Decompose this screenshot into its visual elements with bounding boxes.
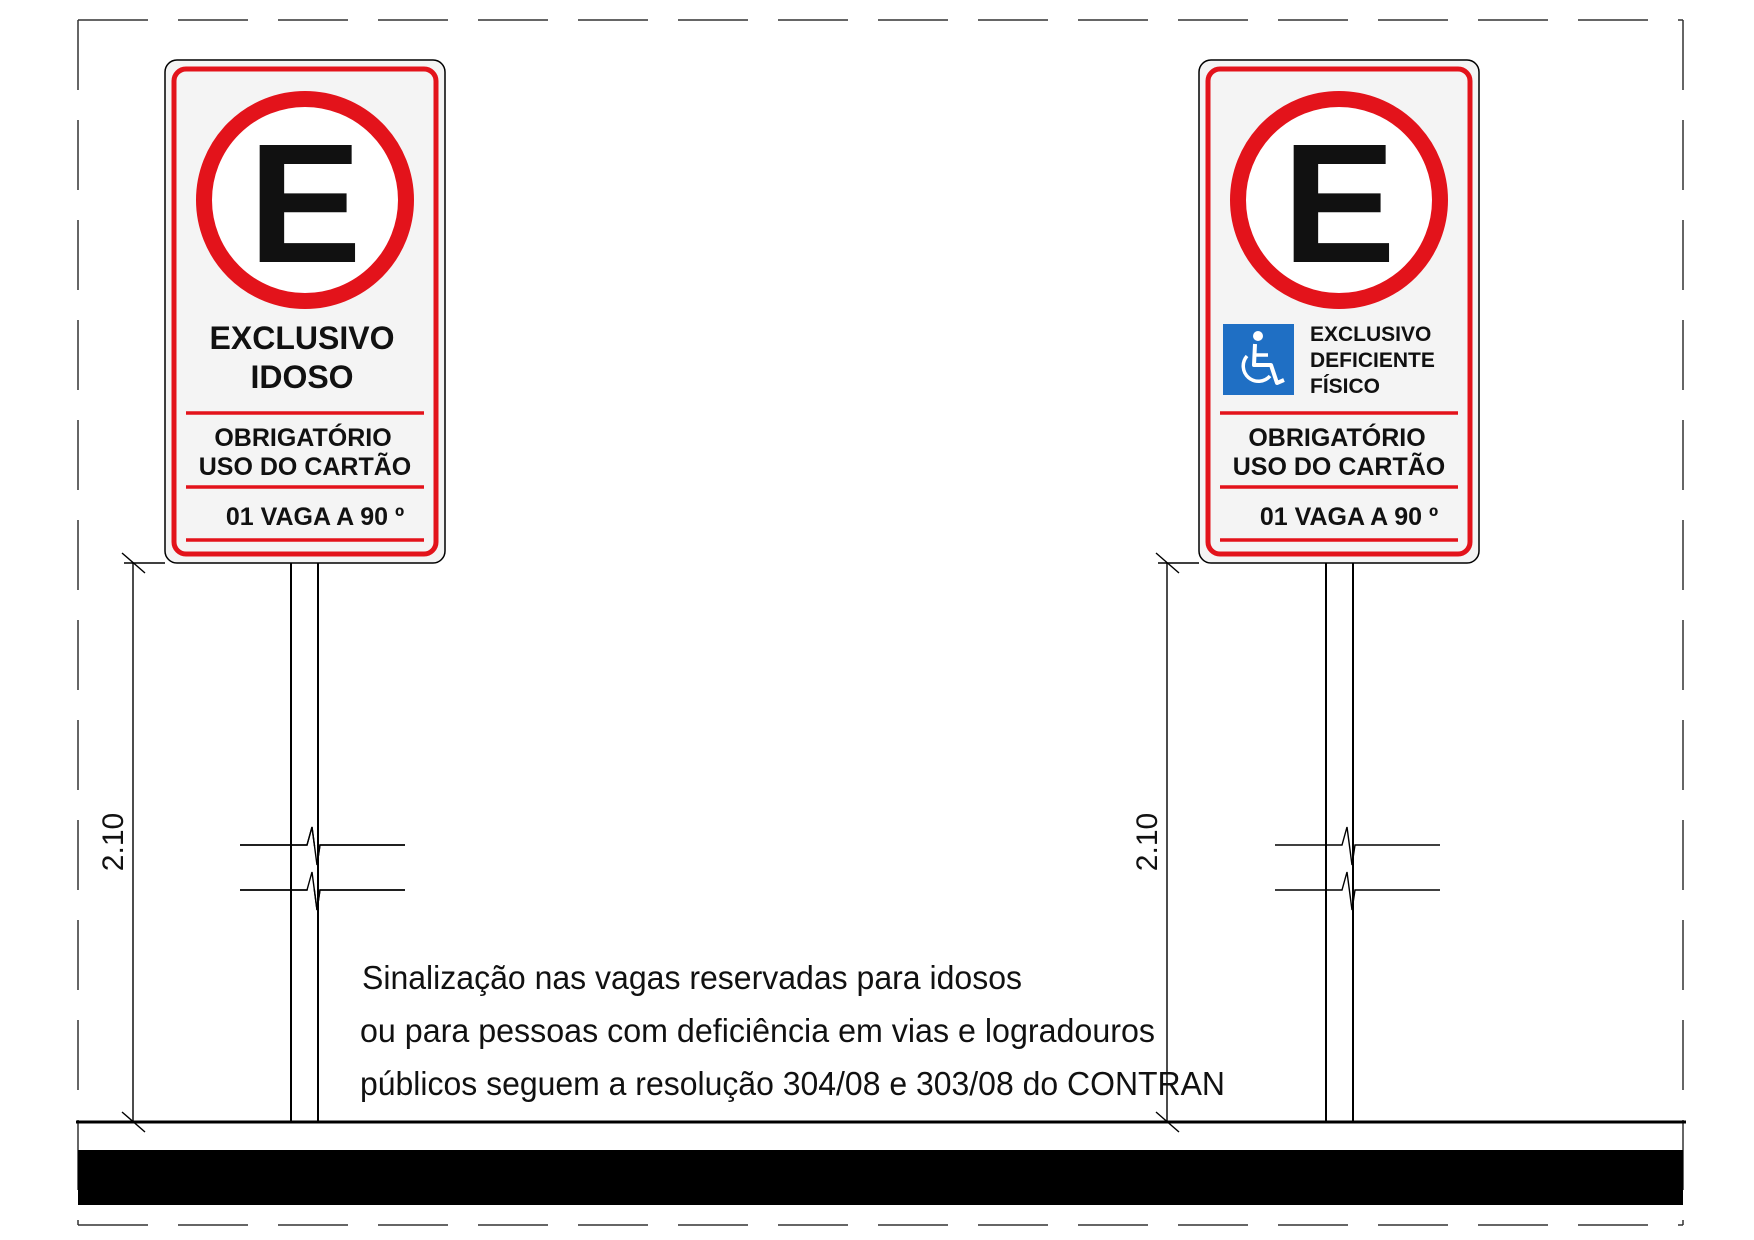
sign-title-line-1: EXCLUSIVO bbox=[209, 320, 395, 356]
note-line-2: ou para pessoas com deficiência em vias e logradouros bbox=[360, 1012, 1155, 1049]
sign-card-line-1: OBRIGATÓRIO bbox=[1248, 424, 1426, 452]
wheelchair-icon bbox=[1223, 324, 1294, 395]
height-dimension-label: 2.10 bbox=[97, 812, 130, 872]
sign-title-line-1: EXCLUSIVO bbox=[1310, 323, 1432, 346]
sign-deficiente bbox=[1131, 60, 1479, 1132]
height-dimension-label: 2.10 bbox=[1131, 812, 1164, 872]
sign-vaga-text: 01 VAGA A 90 º bbox=[225, 503, 405, 531]
sign-vaga-text: 01 VAGA A 90 º bbox=[1259, 503, 1439, 531]
regulation-note bbox=[360, 959, 1225, 1102]
post-break-symbol bbox=[240, 827, 405, 910]
sign-title-line-2: DEFICIENTE bbox=[1310, 349, 1435, 372]
parking-letter: E bbox=[1282, 109, 1396, 299]
parking-letter: E bbox=[248, 109, 362, 299]
sign-title-line-3: FÍSICO bbox=[1310, 375, 1381, 398]
pavement-band bbox=[78, 1150, 1683, 1205]
sign-card-line-2: USO DO CARTÃO bbox=[1232, 453, 1446, 481]
sign-card-line-1: OBRIGATÓRIO bbox=[214, 424, 392, 452]
sign-title-line-2: IDOSO bbox=[250, 359, 354, 395]
post-break-symbol bbox=[1275, 827, 1440, 910]
sign-card-line-2: USO DO CARTÃO bbox=[198, 453, 412, 481]
note-line-1: Sinalização nas vagas reservadas para idosos bbox=[362, 959, 1022, 996]
note-line-3: públicos seguem a resolução 304/08 e 303/08 do CONTRAN bbox=[360, 1065, 1225, 1102]
